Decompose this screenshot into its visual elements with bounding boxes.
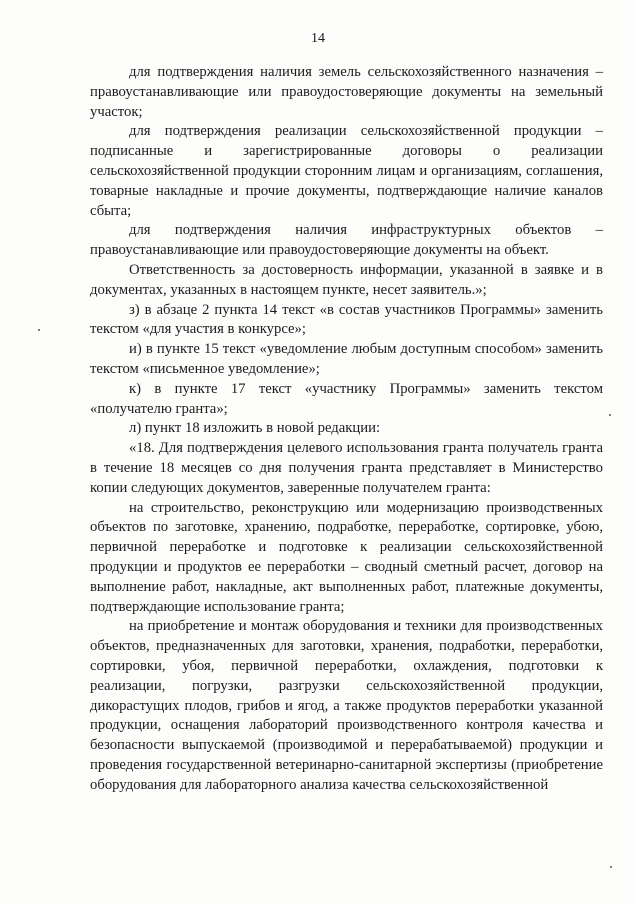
- document-body: [90, 63, 603, 795]
- paragraph-land-documents: для подтверждения наличия земель сельскохозяйственного назначения – правоустанавливающие или правоудостоверяющие документы на земельный участок;: [90, 64, 603, 120]
- paragraph-item-i: и) в пункте 15 текст «уведомление любым доступным способом» заменить текстом «письменное уведомление»;: [90, 341, 603, 377]
- page-number: 14: [311, 31, 325, 46]
- paragraph-infrastructure-documents: для подтверждения наличия инфраструктурных объектов – правоустанавливающие или правоудостоверяющие документы на объект.: [90, 222, 603, 259]
- paragraph-responsibility: Ответственность за достоверность информации, указанной в заявке и в документах, указанных в настоящем пункте, несет заявитель.»;: [90, 261, 603, 298]
- paragraph-item-k: к) в пункте 17 текст «участнику Программы» заменить текстом «получателю гранта»;: [90, 380, 603, 417]
- scan-speck: [609, 414, 611, 416]
- paragraph-sales-documents: для подтверждения реализации сельскохозяйственной продукции – подписанные и зарегистрированные договоры о реализации сельскохозяйственной продукции сторонним лицам и организациям, соглашения, товарные накладные и прочие документы, подтверждающие наличие каналов сбыта;: [90, 123, 603, 219]
- scan-speck: [38, 329, 40, 331]
- paragraph-equipment: на приобретение и монтаж оборудования и техники для производственных объектов, предназначенных для заготовки, хранения, подработки, переработки, сортировки, убоя, первичной переработки, охлаждения, подготовки к реализации, погрузки, разгрузки сельскохозяйственной продукции, дикорастущих плодов, грибов и ягод, а также продуктов переработки указанной продукции, оснащения лабораторий производственного контроля качества и безопасности выпускаемой (производимой и перерабатываемой) продукции и проведения государственной ветеринарно-санитарной экспертизы (приобретение оборудования для лабораторного анализа качества сельскохозяйственной: [90, 618, 603, 793]
- paragraph-item-z: з) в абзаце 2 пункта 14 текст «в состав участников Программы» заменить текстом «для участия в конкурсе»;: [90, 301, 603, 338]
- paragraph-construction: на строительство, реконструкцию или модернизацию производственных объектов по заготовке, хранению, подработке, переработке, сортировке, убою, первичной переработке и подготовке к реализации сельскохозяйственной продукции и продуктов ее переработки – сводный сметный расчет, договор на выполнение работ, накладные, акт выполненных работ, платежные документы, подтверждающие использование гранта;: [90, 499, 603, 615]
- scan-speck: [610, 866, 612, 868]
- paragraph-clause-18: «18. Для подтверждения целевого использования гранта получатель гранта в течение 18 месяцев со дня получения гранта представляет в Министерство копии следующих документов, заверенные получателем гранта:: [90, 440, 603, 496]
- paragraph-item-l: л) пункт 18 изложить в новой редакции:: [129, 420, 381, 437]
